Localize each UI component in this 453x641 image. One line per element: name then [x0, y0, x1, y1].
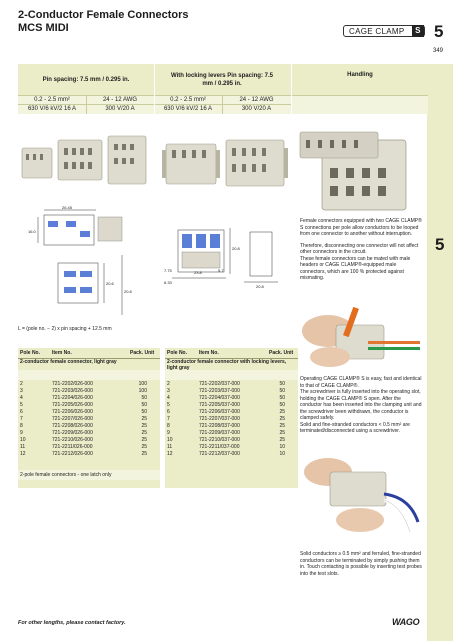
dim-label: 16.0	[28, 229, 36, 234]
handling-op-3: Solid and fine-stranded conductors < 0.5 mm² are terminated/disconnected using a screwdriver.	[300, 421, 410, 434]
pole-no-cell: 9	[167, 430, 170, 436]
col-header-pack-unit: Pack. Unit	[269, 350, 294, 356]
handling-photo-operating	[300, 303, 422, 373]
pole-no-cell: 4	[167, 395, 170, 401]
col-header-item-no: Item No.	[199, 350, 219, 356]
page-title	[18, 9, 189, 35]
pack-unit-cell: 25	[279, 416, 285, 422]
handling-op-1: Operating CAGE CLAMP® S is easy, fast and identical to that of CAGE CLAMP®.	[300, 376, 422, 389]
technical-drawing-female-connector	[18, 205, 148, 320]
spec-col2-awg: 24 - 12 AWG	[239, 97, 274, 103]
table-row	[20, 451, 160, 458]
spec-col1-rating-ul: 300 V/20 A	[105, 106, 135, 112]
table-right-group-title: 2-conductor female connector with locking levers, light gray	[167, 359, 287, 371]
logo-text: CAGE CLAMP	[349, 27, 405, 36]
table-left-footnote: 2-pole female connectors - one latch only	[20, 472, 112, 478]
dim-label: 26.45	[62, 205, 73, 210]
item-no-cell: 721-2212/037-000	[199, 451, 240, 457]
table-row	[20, 409, 160, 416]
pack-unit-cell: 25	[141, 430, 147, 436]
pole-no-cell: 7	[20, 416, 23, 422]
table-group-row-left	[18, 370, 160, 380]
handling-text-solid: Solid conductors ≥ 0.5 mm² and ferruled, fine-stranded conductors can be terminated by simply pushing them in. Touch contacting is possible by inserting test probes into the test slots.	[300, 551, 422, 577]
pack-unit-cell: 25	[279, 423, 285, 429]
col-header-item-no: Item No.	[52, 350, 72, 356]
table-row	[20, 395, 160, 402]
item-no-cell: 721-2203/026-000	[52, 388, 93, 394]
table-row	[167, 416, 297, 423]
dim-label: 20.6	[106, 281, 114, 286]
pole-no-cell: 8	[20, 423, 23, 429]
pack-unit-cell: 25	[141, 416, 147, 422]
side-tab-number: 5	[435, 235, 445, 254]
handling-op-2: The screwdriver is fully inserted into the operating slot, holding the CAGE CLAMP® S open. After the conductor has been inserted into the clamping unit and the screwdriver been withdrawn, the conductor is clamped safely.	[300, 389, 422, 421]
table-row	[167, 388, 297, 395]
item-no-cell: 721-2206/026-000	[52, 409, 93, 415]
side-tab-strip	[427, 64, 453, 641]
pack-unit-cell: 10	[279, 444, 285, 450]
pole-no-cell: 6	[167, 409, 170, 415]
pack-unit-cell: 100	[138, 388, 147, 394]
dim-label: 5.7	[218, 268, 224, 273]
pack-unit-cell: 25	[279, 409, 285, 415]
item-no-cell: 721-2204/037-000	[199, 395, 240, 401]
product-photo-locking-lever-connector	[160, 130, 290, 200]
item-no-cell: 721-2209/037-000	[199, 430, 240, 436]
item-no-cell: 721-2202/026-000	[52, 381, 93, 387]
table-row	[20, 381, 160, 388]
pack-unit-cell: 25	[141, 437, 147, 443]
pack-unit-cell: 25	[279, 437, 285, 443]
dim-label: 7.75	[164, 268, 172, 273]
dim-label: 20.8	[256, 284, 264, 289]
table-row	[20, 388, 160, 395]
pack-unit-cell: 25	[141, 423, 147, 429]
spec-col2-rating-ul: 300 V/20 A	[241, 106, 272, 112]
table-row	[20, 437, 160, 444]
section-number: 5	[434, 22, 444, 41]
item-no-cell: 721-2209/026-000	[52, 430, 93, 436]
pack-unit-cell: 25	[141, 444, 147, 450]
item-no-cell: 721-2207/037-000	[199, 416, 240, 422]
table-row	[167, 423, 297, 430]
item-no-cell: 721-2207/026-000	[52, 416, 93, 422]
page-number: 349	[433, 48, 444, 54]
description-para-1: Female connectors equipped with two CAGE CLAMP® S connections per pole allow conductors to be looped from one connector to another without interruption.	[300, 218, 422, 237]
table-row	[20, 416, 160, 423]
item-no-cell: 721-2208/037-000	[199, 423, 240, 429]
technical-drawing-locking-lever-connector	[160, 220, 292, 300]
pole-no-cell: 3	[167, 388, 170, 394]
dim-label: 20.8	[124, 289, 132, 294]
pole-no-cell: 6	[20, 409, 23, 415]
pack-unit-cell: 50	[279, 381, 285, 387]
pole-no-cell: 10	[167, 437, 173, 443]
spec-col2-title: With locking levers Pin spacing: 7.5 mm / 0.295 in.	[171, 73, 273, 87]
table-row	[167, 402, 297, 409]
col-header-pole-no: Pole No.	[20, 350, 41, 356]
spec-col2-rating-iec: 630 V/6 kV/2 16 A	[163, 106, 213, 112]
table-row	[20, 430, 160, 437]
pole-no-cell: 11	[167, 444, 173, 450]
table-row	[20, 423, 160, 430]
pack-unit-cell: 10	[279, 451, 285, 457]
col-header-pole-no: Pole No.	[167, 350, 188, 356]
pole-no-cell: 2	[167, 381, 170, 387]
table-row	[167, 395, 297, 402]
pole-no-cell: 2	[20, 381, 23, 387]
pack-unit-cell: 50	[279, 388, 285, 394]
pole-no-cell: 9	[20, 430, 23, 436]
col-header-pack-unit: Pack. Unit	[130, 350, 155, 356]
dim-label: 6.33	[164, 280, 172, 285]
handling-photo-push-in	[300, 452, 422, 540]
title-line-1: 2-Conductor Female Connectors	[18, 9, 189, 21]
item-no-cell: 721-2210/026-000	[52, 437, 93, 443]
pole-no-cell: 8	[167, 423, 170, 429]
pack-unit-cell: 25	[279, 430, 285, 436]
item-no-cell: 721-2211/026-000	[52, 444, 93, 450]
item-no-cell: 721-2203/037-000	[199, 388, 240, 394]
item-no-cell: 721-2208/026-000	[52, 423, 93, 429]
pole-no-cell: 5	[167, 402, 170, 408]
table-row	[20, 402, 160, 409]
item-no-cell: 721-2202/037-000	[199, 381, 240, 387]
table-left-rows	[20, 381, 160, 461]
description-para-2: Therefore, disconnecting one connector will not affect other connectors in the circuit.	[300, 242, 419, 255]
pole-no-cell: 7	[167, 416, 170, 422]
description-block	[300, 218, 422, 282]
item-no-cell: 721-2210/037-000	[199, 437, 240, 443]
dim-label: 20.8	[232, 246, 240, 251]
pack-unit-cell: 50	[141, 395, 147, 401]
divider	[18, 95, 428, 96]
table-right-rows	[167, 381, 297, 461]
table-row	[167, 437, 297, 444]
spec-col1-title: Pin spacing: 7.5 mm / 0.295 in.	[42, 77, 130, 83]
table-row	[167, 409, 297, 416]
pack-unit-cell: 100	[138, 381, 147, 387]
pole-no-cell: 5	[20, 402, 23, 408]
table-row	[167, 381, 297, 388]
item-no-cell: 721-2212/026-000	[52, 451, 93, 457]
pole-no-cell: 11	[20, 444, 26, 450]
table-row	[20, 444, 160, 451]
item-no-cell: 721-2206/037-000	[199, 409, 240, 415]
table-left-group-title: 2-conductor female connector, light gray	[20, 359, 117, 365]
pack-unit-cell: 50	[279, 402, 285, 408]
spec-col1-cross-section: 0.2 - 2.5 mm²	[34, 97, 70, 103]
pack-unit-cell: 25	[141, 451, 147, 457]
product-photo-handling	[296, 130, 416, 214]
table-row	[167, 430, 297, 437]
pack-unit-cell: 50	[141, 402, 147, 408]
footer-note: For other lengths, please contact factory.	[18, 620, 126, 626]
spec-col3-title: Handling	[347, 72, 373, 78]
table-row	[167, 444, 297, 451]
pole-no-cell: 12	[20, 451, 26, 457]
description-para-3: These female connectors can be mated with male headers or CAGE CLAMP®-equipped male connectors, which are 100 % protected against mismating.	[300, 255, 411, 281]
title-line-2: MCS MIDI	[18, 22, 69, 34]
spec-col2-cross-section: 0.2 - 2.5 mm²	[170, 97, 206, 103]
table-row	[167, 451, 297, 458]
table-group-row-right	[165, 370, 298, 380]
item-no-cell: 721-2205/026-000	[52, 402, 93, 408]
cage-clamp-logo	[343, 25, 425, 37]
dim-label: 23.8	[194, 270, 202, 275]
pole-no-cell: 3	[20, 388, 23, 394]
length-formula: L = (pole no. − 2) x pin spacing + 12.5 mm	[18, 326, 112, 332]
item-no-cell: 721-2205/037-000	[199, 402, 240, 408]
spec-col1-awg: 24 - 12 AWG	[102, 97, 138, 103]
product-photo-female-connector	[18, 130, 150, 200]
logo-mark: S	[412, 25, 424, 37]
wago-logo-text: WAGO	[392, 617, 420, 627]
pack-unit-cell: 50	[141, 409, 147, 415]
wago-logo	[392, 617, 419, 627]
item-no-cell: 721-2211/037-000	[199, 444, 240, 450]
handling-text-operating	[300, 376, 422, 435]
spec-col1-rating-iec: 630 V/6 kV/2 16 A	[27, 106, 77, 112]
pole-no-cell: 10	[20, 437, 26, 443]
pole-no-cell: 12	[167, 451, 173, 457]
pole-no-cell: 4	[20, 395, 23, 401]
pack-unit-cell: 50	[279, 395, 285, 401]
item-no-cell: 721-2204/026-000	[52, 395, 93, 401]
